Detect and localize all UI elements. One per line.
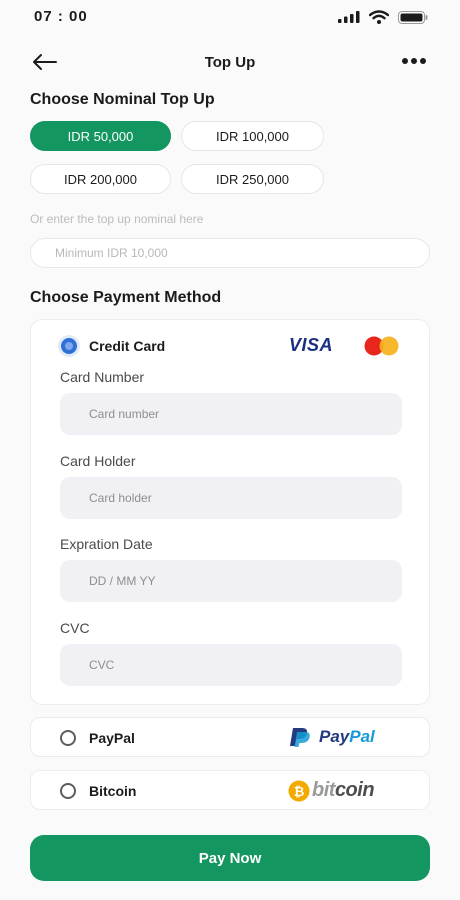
more-dot-icon: [402, 58, 408, 64]
expiration-date-input[interactable]: [60, 560, 402, 602]
nominal-section-title: Choose Nominal Top Up: [30, 91, 215, 108]
nominal-option-50000[interactable]: IDR 50,000: [30, 121, 171, 151]
status-time: 07 : 00: [34, 8, 88, 25]
bitcoin-logo: ₿ bitcoin: [288, 779, 374, 802]
more-dot-icon: [411, 58, 417, 64]
card-holder-label: Card Holder: [60, 453, 136, 469]
mastercard-logo: [361, 336, 403, 356]
svg-text:₿: ₿: [293, 784, 305, 800]
custom-amount-input[interactable]: [30, 238, 430, 268]
cvc-label: CVC: [60, 620, 90, 636]
payment-method-bitcoin[interactable]: [30, 770, 430, 810]
status-icons: [338, 10, 428, 24]
card-number-label: Card Number: [60, 369, 145, 385]
paypal-icon: [288, 727, 312, 747]
credit-card-panel: [30, 319, 430, 705]
payment-method-paypal[interactable]: [30, 717, 430, 757]
paypal-logo: PayPal: [288, 727, 375, 747]
paypal-label: PayPal: [89, 730, 135, 746]
credit-card-label: Credit Card: [89, 338, 166, 354]
bitcoin-label: Bitcoin: [89, 783, 137, 799]
wifi-icon: [369, 10, 389, 24]
more-dot-icon: [420, 58, 426, 64]
bitcoin-icon: [288, 780, 310, 802]
nominal-hint: Or enter the top up nominal here: [30, 212, 204, 226]
battery-icon: [398, 11, 428, 24]
card-number-input[interactable]: [60, 393, 402, 435]
nominal-option-100000[interactable]: IDR 100,000: [181, 121, 324, 151]
pay-now-button[interactable]: Pay Now: [30, 835, 430, 881]
page-title: Top Up: [204, 54, 256, 71]
payment-section-title: Choose Payment Method: [30, 289, 222, 306]
nominal-option-200000[interactable]: IDR 200,000: [30, 164, 171, 194]
expiration-date-label: Expration Date: [60, 536, 153, 552]
visa-logo: VISA: [289, 335, 334, 355]
cvc-input[interactable]: [60, 644, 402, 686]
card-holder-input[interactable]: [60, 477, 402, 519]
credit-card-radio[interactable]: [61, 338, 77, 354]
status-bar: [0, 0, 460, 34]
top-nav: [0, 44, 460, 80]
bitcoin-radio[interactable]: [60, 783, 76, 799]
paypal-radio[interactable]: [60, 730, 76, 746]
signal-icon: [338, 11, 360, 23]
more-options-button[interactable]: [402, 54, 430, 68]
nominal-option-250000[interactable]: IDR 250,000: [181, 164, 324, 194]
